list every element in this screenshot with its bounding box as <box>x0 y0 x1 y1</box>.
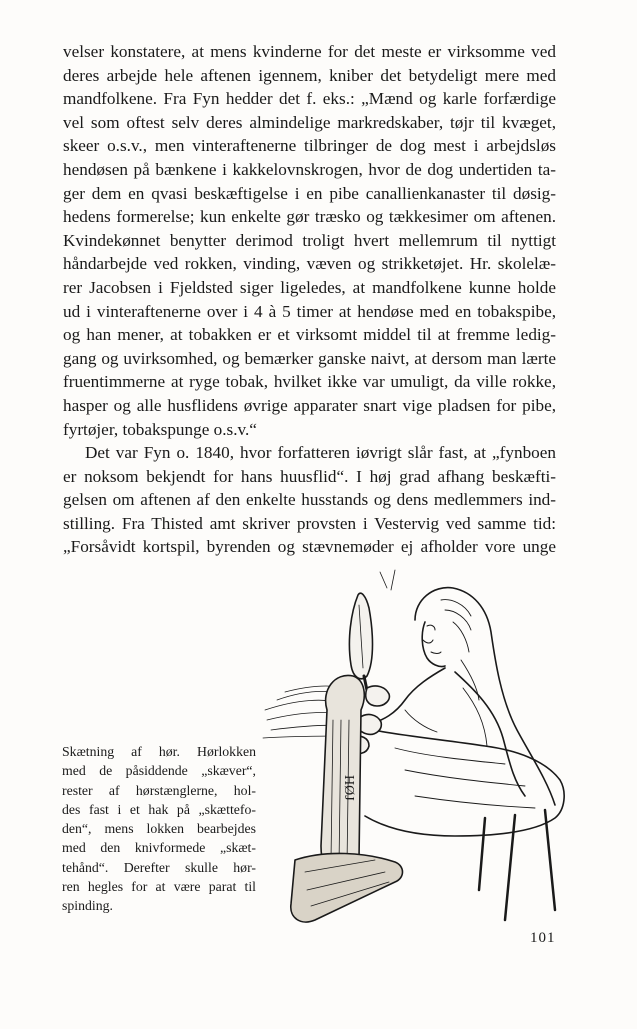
text-line: hasper og alle husflidens øvrige apparater snart vige pladsen for pibe, <box>63 395 556 415</box>
text-line: og han mener, at tobakken er et virksomt middel til at fremme ledig- <box>63 325 556 345</box>
page-number: 101 <box>530 930 556 946</box>
woman-figure <box>349 588 564 836</box>
caption-line: des fast i et hak på „skættefo- <box>62 801 256 817</box>
text-line: fruentimmerne at ryge tobak, hvilket ikke var umuligt, da ville rokke, <box>63 372 556 392</box>
text-line: „Forsåvidt kortspil, byrenden og stævnemøder ej afholder vore unge <box>63 537 556 557</box>
caption-line: tehånd“. Derefter skulle hør- <box>62 859 256 875</box>
text-line: Kvindekønnet benytter derimod troligt hvert mellemrum til nyttigt <box>63 230 556 250</box>
scutching-board <box>291 675 555 922</box>
text-line: gelsen om aftenen af den enkelte husstands og dens medlemmers ind- <box>63 490 556 510</box>
board-inscription: HØJ <box>341 775 356 801</box>
text-line: ger dem en qvasi beskæftigelse i en pibe canallienkanaster til døsig- <box>63 183 556 203</box>
text-line: stilling. Fra Thisted amt skriver provsten i Vestervig ved samme tid: <box>63 513 556 533</box>
flax-scutching-illustration <box>255 560 575 940</box>
text-line: Det var Fyn o. 1840, hvor forfatteren iøvrigt slår fast, at „fynboen <box>85 443 556 463</box>
text-line: hendøsen på bænkene i kakkelovnskrogen, hvor de dog undertiden ta- <box>63 159 556 179</box>
caption-line: med den knivformede „skæt- <box>62 840 256 856</box>
text-line: vel som oftest selv deres almindelige markredskaber, tøjr til kvæget, <box>63 112 556 132</box>
caption-line: ren hegles for at være parat til <box>62 879 256 895</box>
caption-line: med de påsiddende „skæver“, <box>62 763 256 779</box>
figure-caption <box>62 742 256 916</box>
text-line: deres arbejde hele aftenen igennem, kniber det betydeligt mere med <box>63 65 556 85</box>
text-line: fyrtøjer, tobakspunge o.s.v.“ <box>63 419 257 439</box>
body-text <box>63 40 556 559</box>
text-line: velser konstatere, at mens kvinderne for det meste er virksomme ved <box>63 42 556 61</box>
text-line: rer Jacobsen i Fjeldsted siger ligeledes, at mandfolkene kunne holde <box>63 277 556 297</box>
caption-line: spinding. <box>62 898 113 914</box>
caption-line: rester af hørstænglerne, hol- <box>62 782 256 798</box>
text-line: mandfolkene. Fra Fyn hedder det f. eks.: „Mænd og karle forfærdige <box>63 89 556 109</box>
text-line: håndarbejde ved rokken, vinding, væven og strikketøjet. Hr. skolelæ- <box>63 254 556 274</box>
text-line: skeer o.s.v., men vinteraftenerne tilbringer de dog mest i arbejdsløs <box>63 136 556 156</box>
text-line: ud i vinteraftenerne over i 4 à 5 timer at hendøse med en tobakspibe, <box>63 301 556 321</box>
text-line: gang og uvirksomhed, og bemærker ganske naivt, at dersom man lærte <box>63 348 556 368</box>
text-line: hedens formerelse; kun enkelte gør træsko og tækkesimer om aftenen. <box>63 207 556 227</box>
caption-line: den“, mens lokken bearbejdes <box>62 821 256 837</box>
caption-line: Skætning af hør. Hørlokken <box>62 744 256 759</box>
text-line: er noksom bekjendt for hans huusflid“. I høj grad afhang beskæfti- <box>63 466 556 486</box>
